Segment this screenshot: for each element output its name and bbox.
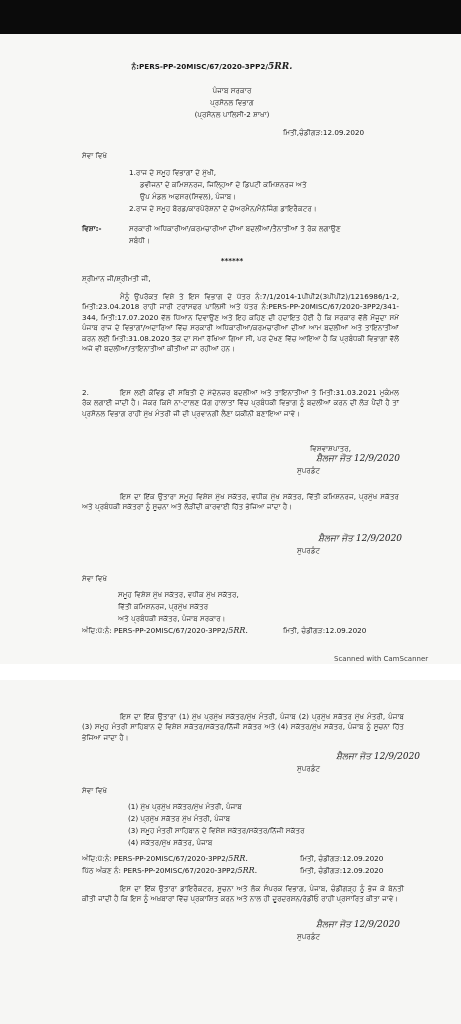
signature-handwritten: ਸ਼ੈਲਜਾ ਜੋਤ 12/9/2020 (336, 752, 421, 762)
closing-faithfully: ਵਿਸ਼ਵਾਸ਼ਪਾਤਰ, (310, 444, 351, 453)
list-item: (1) ਮੁੱਖ ਪ੍ਰਮੁੱਖ ਸਕੱਤਰ/ਮੁੱਖ ਮੰਤਰੀ, ਪੰਜਾਬ (128, 802, 242, 811)
document-page-2 (0, 680, 461, 1024)
separator-stars: ****** (220, 256, 244, 265)
list-item: (3) ਸਮੂਹ ਮੰਤਰੀ ਸਾਹਿਬਾਨ ਦੇ ਵਿਸ਼ੇਸ਼ ਸਕੱਤਰ/ਸਕੱਤਰ/ਨਿੱਜੀ ਸਕੱਤਰ (128, 826, 305, 835)
reference-number-handwritten: 5RR. (267, 62, 293, 72)
endorsement-number-handwritten: 5RR. (228, 854, 248, 863)
list-item: (4) ਸਕੱਤਰ/ਮੁੱਖ ਸਕੱਤਰ, ਪੰਜਾਬ (128, 838, 213, 847)
endorsement-number (82, 626, 248, 636)
subject-line: ਸਬੰਧੀ। (129, 236, 150, 245)
endorsement-number-text: ਅੰਦਿ:ਪੱ:ਨੰ: PERS-PP-20MISC/67/2020-3PP2/ (82, 854, 229, 863)
paragraph-2-number: 2. (82, 388, 89, 397)
addressee-line: ਉਪ ਮੰਡਲ ਅਫਸਰ(ਸਿਵਲ), ਪੰਜਾਬ। (140, 192, 237, 201)
list-item: (2) ਪ੍ਰਮੁੱਖ ਸਕੱਤਰ ਮੁੱਖ ਮੰਤਰੀ, ਪੰਜਾਬ (128, 814, 231, 823)
top-black-bar (0, 0, 461, 34)
addressed-to-label: ਸੇਵਾ ਵਿਖੇ (82, 786, 107, 795)
signature-handwritten: ਸ਼ੈਲਜਾ ਜੋਤ 12/9/2020 (316, 454, 401, 464)
salutation: ਸ਼੍ਰੀਮਾਨ ਜੀ/ਸ਼੍ਰੀਮਤੀ ਜੀ, (82, 274, 151, 283)
superintendent-label: ਸੁਪਰਡੰਟ (297, 466, 321, 475)
department-name: ਪ੍ਰਸੋਨਲ ਵਿਭਾਗ (210, 98, 254, 107)
paragraph-2: ਇਸ ਲਈ ਕੋਵਿਡ ਦੀ ਸਥਿਤੀ ਦੇ ਮੱਦੇਨਜ਼ਰ ਬਦਲੀਆਂ ਅਤੇ ਤਾਇਨਾਤੀਆਂ ਤੇ ਮਿਤੀ:31.03.2021 ਮੁਕੰਮਲ ਰੋਕ ਲਗਾਈ ਜਾਂਦੀ ਹੈ। ਜੇਕਰ ਕਿਸੇ ਨਾ-ਟਾਲਣ ਯੋਗ ਹਾਲਾਤਾਂ ਵਿੱਚ ਪ੍ਰਬੰਧਕੀ ਵਿਭਾਗ ਨੂੰ ਬਦਲੀਆਂ ਕਰਨ ਦੀ ਲੋੜ ਪੈਂਦੀ ਹੈ ਤਾਂ ਪ੍ਰਸੋਨਲ ਵਿਭਾਗ ਰਾਹੀਂ ਮੁੱਖ ਮੰਤਰੀ ਜੀ ਦੀ ਪ੍ਰਵਾਨਗੀ ਲੈਣਾ ਯਕੀਨੀ ਬਣਾਇਆ ਜਾਵੇ। (82, 388, 399, 418)
addressed-to-label: ਸੇਵਾ ਵਿਖੇ (82, 574, 107, 583)
scanner-watermark: Scanned with CamScanner (334, 655, 429, 663)
addressee-line: ਵਿੱਤੀ ਕਮਿਸ਼ਨਰਜ, ਪ੍ਰਮੁੱਖ ਸਕੱਤਰ (118, 602, 209, 611)
document-page-1 (0, 34, 461, 664)
paragraph-1: ਮੈਨੂੰ ਉਪਰੋਕਤ ਵਿਸ਼ੇ ਤੇ ਇਸ ਵਿਭਾਗ ਦੇ ਪੱਤਰ ਨੰ:7/1/2014-1ਪੀਪੀ2(3ਪੀਪੀ2)/1216986/1-2, ਮਿਤੀ:23.04.2018 ਰਾਹੀਂ ਜਾਰੀ ਟਰਾਂਸਫਰ ਪਾਲਿਸੀ ਅਤੇ ਪੱਤਰ ਨੰ:PERS-PP-20MISC/67/2020-3PP2/341-344, ਮਿਤੀ:17.07.2020 ਵੱਲ ਧਿਆਨ ਦਿਵਾਉਣ ਅਤੇ ਇਹ ਕਹਿਣ ਦੀ ਹਦਾਇਤ ਹੋਈ ਹੈ ਕਿ ਸਰਕਾਰ ਵੱਲੋਂ ਮੌਜੂਦਾ ਸਮੇਂ ਪੰਜਾਬ ਰਾਜ ਦੇ ਵਿਭਾਗਾਂ/ਅਦਾਰਿਆਂ ਵਿੱਚ ਸਰਕਾਰੀ ਅਧਿਕਾਰੀਆਂ/ਕਰਮਚਾਰੀਆਂ ਦੀਆਂ ਆਮ ਬਦਲੀਆਂ ਅਤੇ ਤਾਇਨਾਤੀਆਂ ਕਰਨ ਲਈ ਮਿਤੀ:31.08.2020 ਤੱਕ ਦਾ ਸਮਾਂ ਰੱਖਿਆ ਗਿਆ ਸੀ, ਪਰ ਦੇਖਣ ਵਿੱਚ ਆਇਆ ਹੈ ਕਿ ਪ੍ਰਬੰਧਕੀ ਵਿਭਾਗਾਂ ਵੱਲੋਂ ਅਜੇ ਵੀ ਬਦਲੀਆਂ/ਤਾਇਨਾਤੀਆਂ ਕੀਤੀਆਂ ਜਾ ਰਹੀਆਂ ਹਨ। (82, 292, 399, 354)
reference-number (132, 62, 293, 72)
copy-forward-paragraph: ਇਸ ਦਾ ਇੱਕ ਉਤਾਰਾ (1) ਮੁੱਖ ਪ੍ਰਮੁੱਖ ਸਕੱਤਰ/ਮੁੱਖ ਮੰਤਰੀ, ਪੰਜਾਬ (2) ਪ੍ਰਮੁੱਖ ਸਕੱਤਰ ਮੁੱਖ ਮੰਤਰੀ, ਪੰਜਾਬ (3) ਸਮੂਹ ਮੰਤਰੀ ਸਾਹਿਬਾਨ ਦੇ ਵਿਸ਼ੇਸ਼ ਸਕੱਤਰ/ਸਕੱਤਰ/ਨਿੱਜੀ ਸਕੱਤਰ ਅਤੇ (4) ਸਕੱਤਰ/ਮੁੱਖ ਸਕੱਤਰ, ਪੰਜਾਬ ਨੂੰ ਸੂਚਨਾ ਹਿੱਤ ਭੇਜਿਆ ਜਾਂਦਾ ਹੈ। (82, 712, 404, 742)
signature-handwritten: ਸ਼ੈਲਜਾ ਜੋਤ 12/9/2020 (316, 920, 401, 930)
superintendent-label: ਸੁਪਰਡੰਟ (297, 764, 321, 773)
superintendent-label: ਸੁਪਰਡੰਟ (297, 546, 321, 555)
endorsement-number (82, 854, 248, 864)
government-name: ਪੰਜਾਬ ਸਰਕਾਰ (212, 86, 252, 95)
back-endorsement-number-text: ਪਿੱਠ ਅੰਕਣ ਨੰ: PERS-PP-20MISC/67/2020-3PP2/ (82, 866, 238, 875)
copy-forward-paragraph: ਇਸ ਦਾ ਇੱਕ ਉਤਾਰਾ ਸਮੂਹ ਵਿਸ਼ੇਸ਼ ਮੁੱਖ ਸਕੱਤਰ, ਵਧੀਕ ਮੁੱਖ ਸਕੱਤਰ, ਵਿੱਤੀ ਕਮਿਸ਼ਨਰਜ, ਪ੍ਰਮੁੱਖ ਸਕੱਤਰ ਅਤੇ ਪ੍ਰਬੰਧਕੀ ਸਕੱਤਰਾਂ ਨੂੰ ਸੂਚਨਾ ਅਤੇ ਲੋੜੀਂਦੀ ਕਾਰਵਾਈ ਹਿੱਤ ਭੇਜਿਆ ਜਾਂਦਾ ਹੈ। (82, 492, 399, 512)
addressee-line: ਸਮੂਹ ਵਿਸ਼ੇਸ਼ ਮੁੱਖ ਸਕੱਤਰ, ਵਧੀਕ ਮੁੱਖ ਸਕੱਤਰ, (118, 590, 239, 599)
endorsement-number-text: ਅੰਦਿ:ਪੱ:ਨੰ: PERS-PP-20MISC/67/2020-3PP2/ (82, 626, 229, 635)
branch-name: (ਪ੍ਰਸੋਨਲ ਪਾਲਿਸੀ-2 ਸ਼ਾਖਾ) (194, 110, 270, 119)
endorsement-date: ਮਿਤੀ, ਚੰਡੀਗੜ:12.09.2020 (300, 854, 384, 863)
superintendent-label: ਸੁਪਰਡੰਟ (297, 932, 321, 941)
subject-label: ਵਿਸ਼ਾ:- (82, 224, 102, 233)
letter-date: ਮਿਤੀ,ਚੰਡੀਗੜ:12.09.2020 (283, 128, 365, 137)
addressee-line: ਅਤੇ ਪ੍ਰਬੰਧਕੀ ਸਕੱਤਰ, ਪੰਜਾਬ ਸਰਕਾਰ। (118, 614, 226, 623)
page-gap (0, 664, 461, 680)
back-endorsement-date: ਮਿਤੀ, ਚੰਡੀਗੜ:12.09.2020 (300, 866, 384, 875)
addressed-to-label: ਸੇਵਾ ਵਿਖੇ (82, 151, 107, 160)
addressee-line: 1.ਰਾਜ ਦੇ ਸਮੂਹ ਵਿਭਾਗਾਂ ਦੇ ਮੁੱਖੀ, (129, 168, 216, 177)
addressee-line: 2.ਰਾਜ ਦੇ ਸਮੂਹ ਬੋਰਡ/ਕਾਰਪੋਰੇਸ਼ਨਾਂ ਦੇ ਚੇਅਰਮੈਨ/ਮੈਨੇਜਿੰਗ ਡਾਇਰੈਕਟਰ। (129, 204, 317, 213)
back-endorsement-number-handwritten: 5RR. (237, 866, 258, 875)
signature-handwritten: ਸ਼ੈਲਜਾ ਜੋਤ 12/9/2020 (318, 534, 403, 544)
addressee-line: ਡਵੀਜਨਾਂ ਦੇ ਕਮਿਸ਼ਨਰਜ, ਜਿਲ੍ਹਿਆਂ ਦੇ ਡਿਪਟੀ ਕਮਿਸ਼ਨਰਜ ਅਤੇ (140, 180, 307, 189)
reference-number-text: ਨੰ:PERS-PP-20MISC/67/2020-3PP2/ (131, 62, 268, 71)
back-endorsement-number (82, 866, 257, 876)
subject-line: ਸਰਕਾਰੀ ਅਧਿਕਾਰੀਆਂ/ਕਰਮਚਾਰੀਆਂ ਦੀਆਂ ਬਦਲੀਆਂ/ਤੈਨਾਤੀਆਂ ਤੇ ਰੋਕ ਲਗਾਉਣ (129, 224, 341, 233)
endorsement-number-handwritten: 5RR. (228, 626, 248, 635)
copy-to-director-paragraph: ਇਸ ਦਾ ਇੱਕ ਉਤਾਰਾ ਡਾਇਰੈਕਟਰ, ਸੂਚਨਾ ਅਤੇ ਲੋਕ ਸੰਪਰਕ ਵਿਭਾਗ, ਪੰਜਾਬ, ਚੰਡੀਗੜ੍ਹ ਨੂੰ ਭੇਜ ਕੇ ਬੇਨਤੀ ਕੀਤੀ ਜਾਂਦੀ ਹੈ ਕਿ ਇਸ ਨੂੰ ਅਖ਼ਬਾਰਾਂ ਵਿੱਚ ਪ੍ਰਕਾਸ਼ਿਤ ਕਰਨ ਅਤੇ ਨਾਲ ਹੀ ਦੂਰਦਰਸ਼ਨ/ਰੇਡੀਓ ਰਾਹੀਂ ਪ੍ਰਸਾਰਿਤ ਕੀਤਾ ਜਾਵੇ। (82, 884, 404, 904)
endorsement-date: ਮਿਤੀ, ਚੰਡੀਗੜ:12.09.2020 (283, 626, 367, 635)
